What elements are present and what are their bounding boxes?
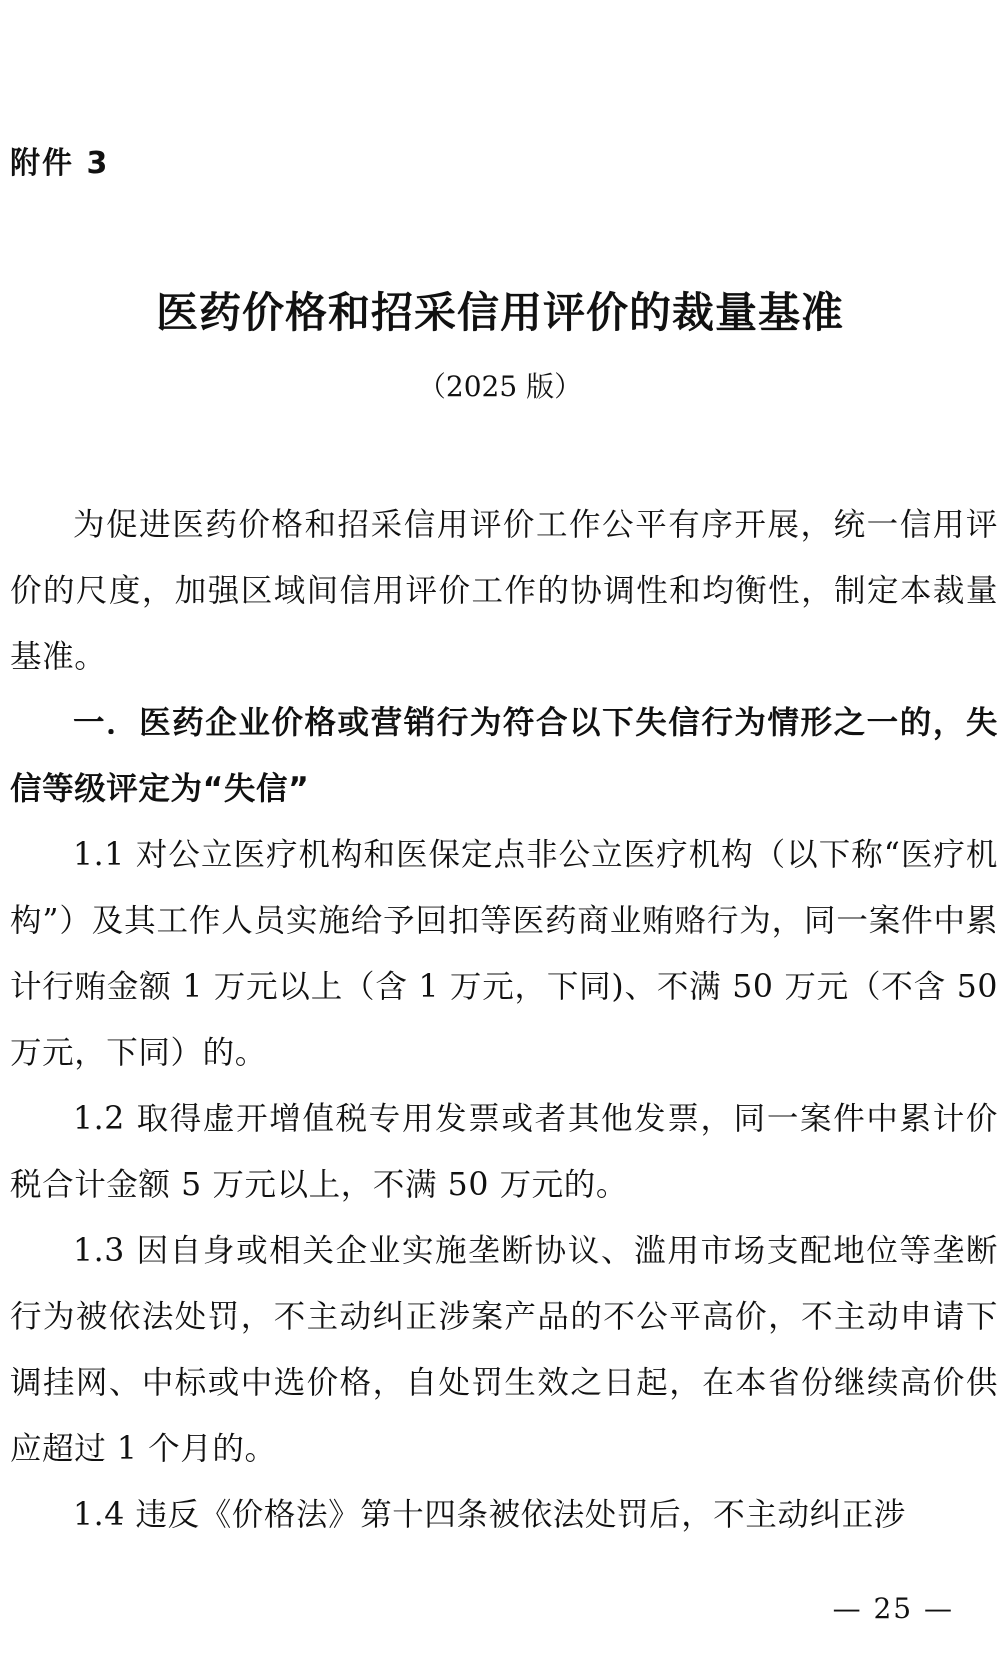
clause-1-3: 1.3 因自身或相关企业实施垄断协议、滥用市场支配地位等垄断行为被依法处罚，不主动纠正涉案产品的不公平高价，不主动申请下调挂网、中标或中选价格，自处罚生效之日起，在本省份继续高价供应超过 1 个月的。 <box>10 1233 998 1467</box>
document-body <box>10 492 998 1548</box>
clause-1-1: 1.1 对公立医疗机构和医保定点非公立医疗机构（以下称“医疗机构”）及其工作人员实施给予回扣等医药商业贿赂行为，同一案件中累计行贿金额 1 万元以上（含 1 万元，下同)、不满 50 万元（不含 50 万元，下同）的。 <box>10 837 998 1071</box>
document-subtitle: （2025 版） <box>417 370 583 403</box>
clause-1-4: 1.4 违反《价格法》第十四条被依法处罚后，不主动纠正涉 <box>73 1497 906 1533</box>
document-title: 医药价格和招采信用评价的裁量基准 <box>155 288 844 337</box>
clause-1-2: 1.2 取得虚开增值税专用发票或者其他发票，同一案件中累计价税合计金额 5 万元以上，不满 50 万元的。 <box>10 1101 998 1203</box>
intro-paragraph: 为促进医药价格和招采信用评价工作公平有序开展，统一信用评价的尺度，加强区域间信用评价工作的协调性和均衡性，制定本裁量基准。 <box>10 507 998 675</box>
section-heading-1: 一．医药企业价格或营销行为符合以下失信行为情形之一的，失信等级评定为“失信” <box>10 705 998 807</box>
attachment-label: 附件 3 <box>10 146 110 181</box>
page-number: — 25 — <box>832 1592 954 1625</box>
